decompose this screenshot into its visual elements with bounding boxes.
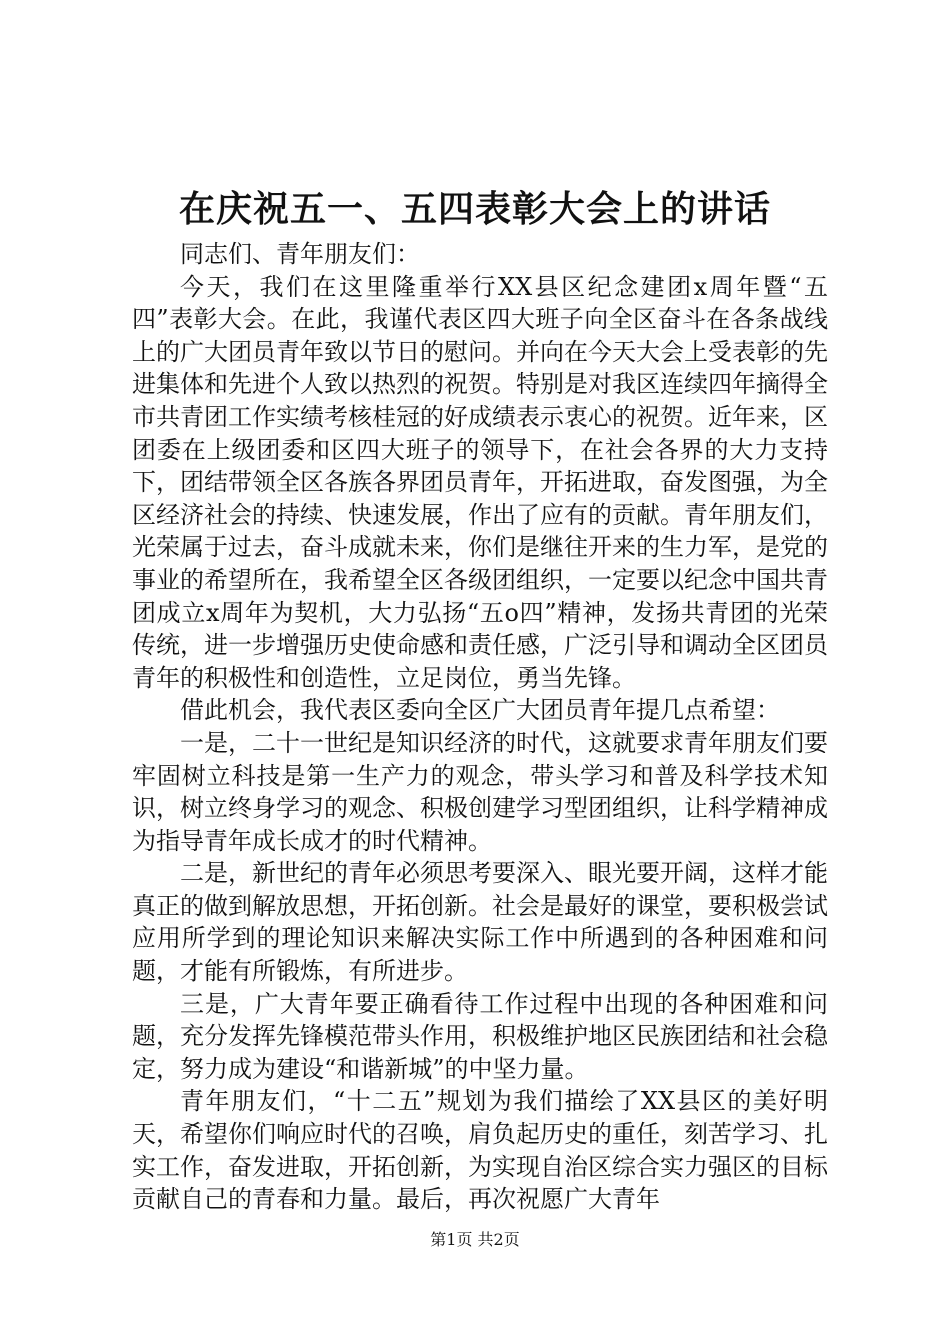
body-paragraph: 今天，我们在这里隆重举行XX县区纪念建团x周年暨“五四”表彰大会。在此，我谨代表区四大班子向全区奋斗在各条战线上的广大团员青年致以节日的慰问。并向在今天大会上受表彰的先进集体和先进个人致以热烈的祝贺。特别是对我区连续四年摘得全市共青团工作实绩考核桂冠的好成绩表示衷心的祝贺。近年来，区团委在上级团委和区四大班子的领导下，在社会各界的大力支持下，团结带领全区各族各界团员青年，开拓进取，奋发图强，为全区经济社会的持续、快速发展，作出了应有的贡献。青年朋友们，光荣属于过去，奋斗成就未来，你们是继往开来的生力军，是党的事业的希望所在，我希望全区各级团组织，一定要以纪念中国共青团成立x周年为契机，大力弘扬“五o四”精神，发扬共青团的光荣传统，进一步增强历史使命感和责任感，广泛引导和调动全区团员青年的积极性和创造性，立足岗位，勇当先锋。 [132,272,828,692]
salutation-paragraph: 同志们、青年朋友们： [180,240,420,268]
document-title: 在庆祝五一、五四表彰大会上的讲话 [178,188,771,230]
body-paragraph: 二是，新世纪的青年必须思考要深入、眼光要开阔，这样才能真正的做到解放思想，开拓创新。社会是最好的课堂，要积极尝试应用所学到的理论知识来解决实际工作中所遇到的各种困难和问题，才能有所锻炼，有所进步。 [132,859,828,986]
document-body [132,238,828,1216]
body-paragraph: 三是，广大青年要正确看待工作过程中出现的各种困难和问题，充分发挥先锋模范带头作用，积极维护地区民族团结和社会稳定，努力成为建设“和谐新城”的中坚力量。 [132,989,828,1083]
body-paragraph: 一是，二十一世纪是知识经济的时代，这就要求青年朋友们要牢固树立科技是第一生产力的观念，带头学习和普及科学技术知识，树立终身学习的观念、积极创建学习型团组织，让科学精神成为指导青年成长成才的时代精神。 [132,728,828,855]
body-paragraph: 青年朋友们，“十二五”规划为我们描绘了XX县区的美好明天，希望你们响应时代的召唤，肩负起历史的重任，刻苦学习、扎实工作，奋发进取，开拓创新，为实现自治区综合实力强区的目标贡献自己的青春和力量。最后，再次祝愿广大青年 [132,1087,828,1214]
body-paragraph: 借此机会，我代表区委向全区广大团员青年提几点希望： [180,696,780,725]
page-number-footer: 第1页 共2页 [430,1230,520,1249]
